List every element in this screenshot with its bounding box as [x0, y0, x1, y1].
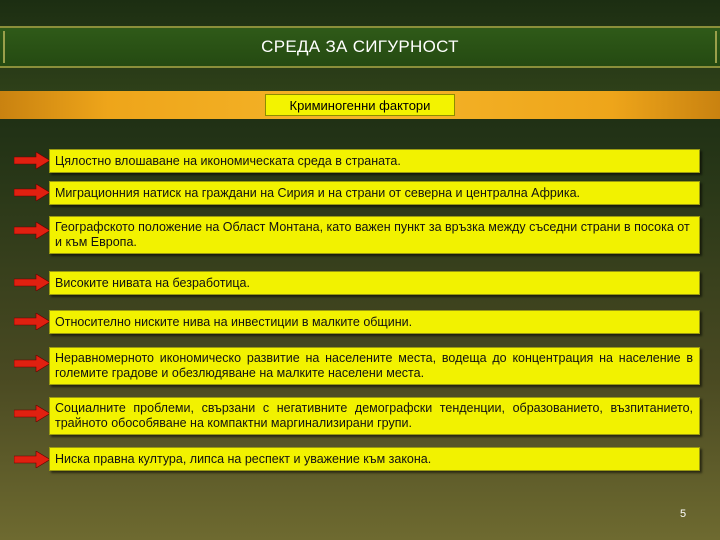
- red-arrow-icon: [14, 313, 50, 330]
- list-item: [49, 216, 700, 254]
- list-item-text: Социалните проблеми, свързани с негативните демографски тенденции, образованието, възпитанието, трайното обособяване на компактни маргинализирани групи.: [55, 401, 693, 430]
- list-item: [49, 181, 700, 205]
- list-item-text: Неравномерното икономическо развитие на населените места, водеща до концентрация на население в големите градове и обезлюдяване на малките населени места.: [55, 351, 693, 380]
- red-arrow-icon: [14, 451, 50, 468]
- list-item-text: Високите нивата на безработица.: [55, 275, 250, 290]
- title-bar: [0, 26, 720, 68]
- red-arrow-icon: [14, 152, 50, 169]
- page-title: СРЕДА ЗА СИГУРНОСТ: [261, 37, 459, 56]
- list-item: [49, 347, 700, 385]
- list-item: [49, 149, 700, 173]
- section-subtitle: Криминогенни фактори: [265, 94, 455, 116]
- page-number: 5: [680, 508, 687, 520]
- red-arrow-icon: [14, 274, 50, 291]
- title-bar-right-edge: [715, 31, 717, 63]
- list-item-text: Цялостно влошаване на икономическата среда в страната.: [55, 153, 401, 168]
- list-item-text: Миграционния натиск на граждани на Сирия и на страни от северна и централна Африка.: [55, 185, 581, 200]
- list-item-text: Ниска правна култура, липса на респект и уважение към закона.: [55, 451, 432, 466]
- title-bar-left-edge: [3, 31, 5, 63]
- list-item: [49, 310, 700, 334]
- red-arrow-icon: [14, 405, 50, 422]
- list-item: [49, 447, 700, 471]
- list-item-text: Географското положение на Област Монтана, като важен пункт за връзка между съседни страни в посока от и към Европа.: [55, 220, 690, 249]
- list-item: [49, 271, 700, 295]
- red-arrow-icon: [14, 222, 50, 239]
- red-arrow-icon: [14, 355, 50, 372]
- list-item: [49, 397, 700, 435]
- list-item-text: Относително ниските нива на инвестиции в малките общини.: [55, 314, 413, 329]
- red-arrow-icon: [14, 184, 50, 201]
